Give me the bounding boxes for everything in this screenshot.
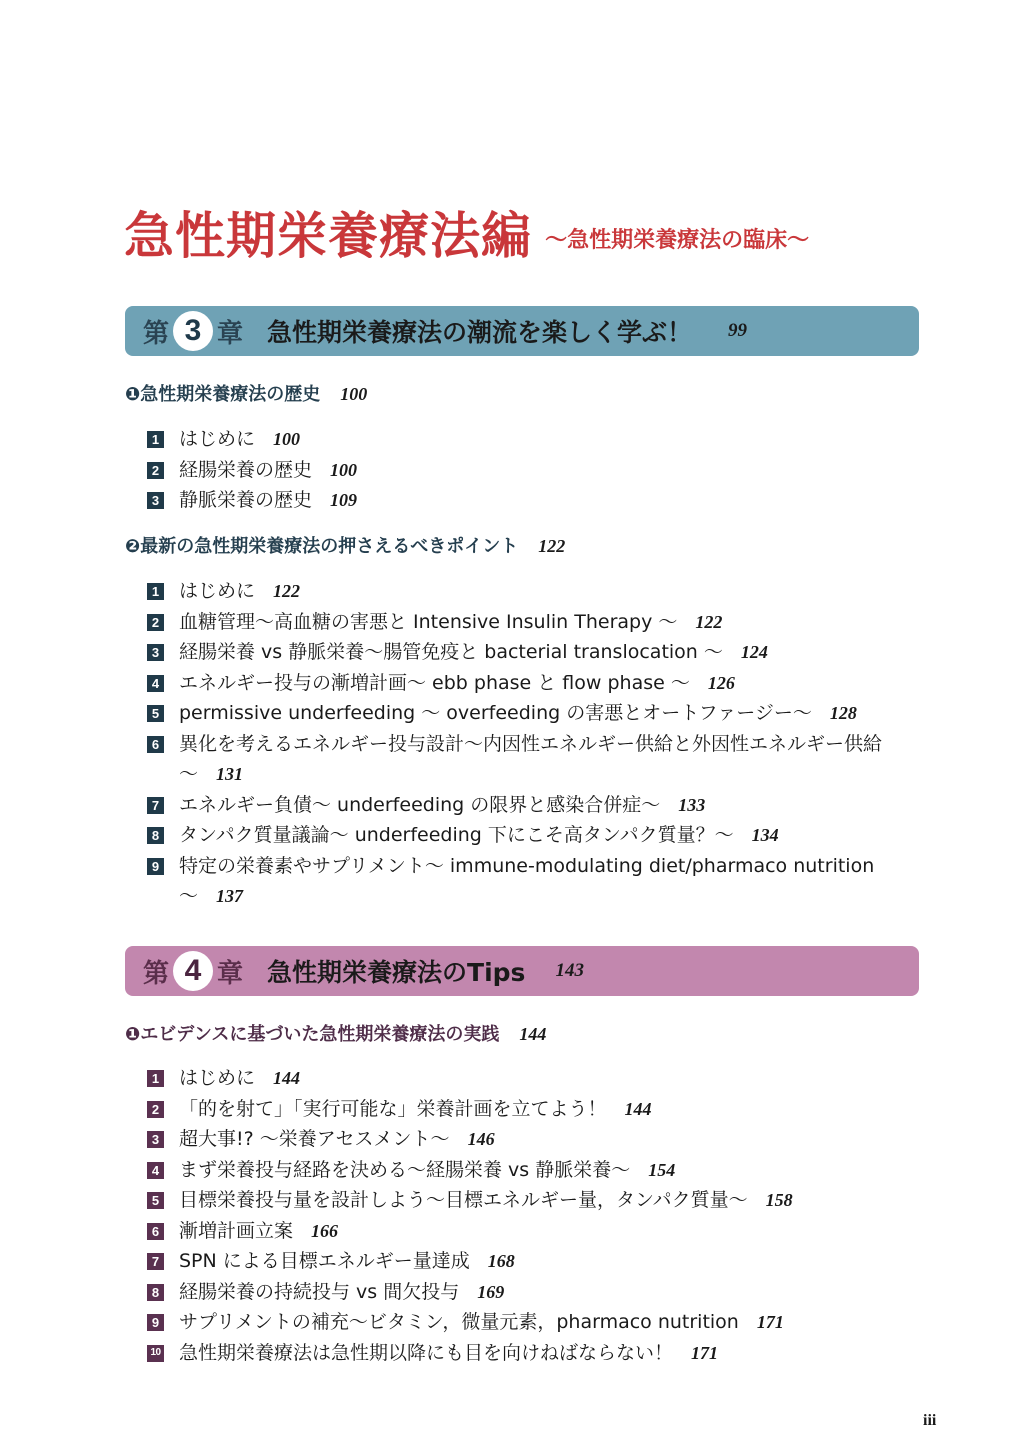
item-number-badge: 1 [147,431,164,448]
page-folio: iii [923,1412,937,1429]
item-page: 144 [624,1098,652,1119]
chapter-page: 143 [555,960,584,981]
item-title: 異化を考えるエネルギー投与設計～内因性エネルギー供給と外因性エネルギー供給～ [179,732,883,785]
toc-list [147,576,887,912]
item-page: 124 [740,642,768,662]
item-number-badge: 8 [147,1284,164,1301]
toc-item[interactable] [147,1338,887,1369]
item-title: はじめに [179,580,256,602]
toc-item[interactable] [147,1094,887,1125]
item-page: 133 [678,794,706,815]
toc-item[interactable] [147,485,887,516]
item-page: 154 [648,1159,676,1180]
item-number-badge: 8 [147,827,164,844]
item-title: まず栄養投与経路を決める～経腸栄養 vs 静脈栄養～ [179,1158,631,1181]
item-page: 137 [216,886,244,906]
chapter-title: 急性期栄養療法の潮流を楽しく学ぶ！ [267,318,693,347]
item-number-badge: 3 [147,492,164,509]
item-title: サプリメントの補充～ビタミン，微量元素，pharmaco nutrition [179,1311,739,1333]
item-page: 122 [695,611,723,632]
chapter-page: 99 [728,320,748,341]
chapter-prefix: 第 [143,958,170,989]
item-title: タンパク質量議論～ underfeeding 下にこそ高タンパク質量？～ [179,824,734,846]
item-number-badge: 2 [147,1101,164,1118]
toc-item[interactable] [147,1063,887,1094]
item-title: 経腸栄養の歴史 [179,458,313,481]
item-title: 血糖管理～高血糖の害悪と Intensive Insulin Therapy ～ [179,610,678,633]
toc-item[interactable] [147,1185,887,1216]
toc-list [147,424,887,516]
item-title: 超大事!? ～栄養アセスメント～ [179,1128,450,1150]
toc-item[interactable] [147,1216,887,1247]
item-number-badge: 9 [147,858,164,875]
section-title: ❶急性期栄養療法の歴史 [125,384,321,405]
item-title: SPN による目標エネルギー量達成 [179,1250,470,1272]
item-number-badge: 6 [147,736,164,753]
item-number-badge: 7 [147,797,164,814]
item-page: 168 [487,1251,515,1271]
item-title: はじめに [179,428,256,450]
toc-item[interactable] [147,576,887,607]
item-number-badge: 1 [147,1070,164,1087]
item-page: 131 [216,764,244,784]
item-title: permissive underfeeding ～ overfeeding の害悪とオートファージー～ [179,702,812,724]
item-number-badge: 3 [147,644,164,661]
section-heading[interactable] [125,1020,546,1046]
item-number-badge: 5 [147,1192,164,1209]
toc-item[interactable] [147,455,887,486]
chapter-prefix: 第 [143,318,170,349]
item-title: エネルギー負債～ underfeeding の限界と感染合併症～ [179,793,661,816]
toc-item[interactable] [147,637,887,668]
item-page: 128 [829,703,857,723]
part-title [124,196,809,268]
chapter-suffix: 章 [217,958,244,989]
item-title: 漸増計画立案 [179,1219,294,1242]
section-heading[interactable] [125,532,565,558]
toc-list [147,1063,887,1368]
item-title: エネルギー投与の漸増計画～ ebb phase と flow phase ～ [179,671,690,694]
item-page: 144 [273,1068,301,1088]
section-heading[interactable] [125,380,367,406]
item-page: 169 [477,1281,505,1302]
toc-item[interactable] [147,698,887,729]
section-title: ❷最新の急性期栄養療法の押さえるべきポイント [125,536,519,557]
item-number-badge: 2 [147,614,164,631]
toc-item[interactable] [147,729,887,790]
item-number-badge: 2 [147,462,164,479]
part-title-subtitle: ～急性期栄養療法の臨床～ [545,228,810,253]
item-number-badge: 7 [147,1253,164,1270]
chapter-suffix: 章 [217,318,244,349]
item-page: 109 [330,490,358,510]
item-number-badge: 9 [147,1314,164,1331]
toc-item[interactable] [147,1307,887,1338]
item-title: 急性期栄養療法は急性期以降にも目を向けねばならない！ [179,1341,674,1364]
section-page: 100 [340,384,368,404]
section-page: 122 [538,536,566,556]
item-title: はじめに [179,1067,256,1089]
item-title: 経腸栄養 vs 静脈栄養～腸管免疫と bacterial translocation ～ [179,641,723,663]
chapter-4-header[interactable] [125,946,919,996]
item-number-badge: 4 [147,675,164,692]
toc-item[interactable] [147,668,887,699]
item-number-badge: 10 [147,1345,164,1362]
item-title: 経腸栄養の持続投与 vs 間欠投与 [179,1280,460,1303]
section-title: ❶エビデンスに基づいた急性期栄養療法の実践 [125,1024,500,1045]
chapter-title: 急性期栄養療法のTips [267,958,526,987]
item-title: 特定の栄養素やサプリメント～ immune-modulating diet/pharmaco nutrition ～ [179,854,875,907]
chapter-number-badge: 4 [173,951,213,991]
toc-item[interactable] [147,1246,887,1277]
toc-item[interactable] [147,424,887,455]
item-number-badge: 1 [147,583,164,600]
item-number-badge: 4 [147,1162,164,1179]
item-number-badge: 3 [147,1131,164,1148]
item-page: 134 [751,825,779,845]
item-page: 100 [273,429,301,449]
section-page: 144 [519,1024,547,1044]
item-page: 166 [311,1220,339,1241]
chapter-number-badge: 3 [173,311,213,351]
toc-item[interactable] [147,1277,887,1308]
toc-item[interactable] [147,851,887,912]
toc-item[interactable] [147,607,887,638]
toc-item[interactable] [147,1124,887,1155]
item-page: 126 [707,672,735,693]
item-page: 122 [273,581,301,601]
item-page: 146 [467,1129,495,1149]
toc-item[interactable] [147,790,887,821]
item-title: 「的を射て」「実行可能な」栄養計画を立てよう！ [179,1097,607,1120]
toc-item[interactable] [147,1155,887,1186]
chapter-3-header[interactable] [125,306,919,356]
item-number-badge: 6 [147,1223,164,1240]
item-page: 158 [765,1190,793,1210]
toc-item[interactable] [147,820,887,851]
item-page: 100 [330,459,358,480]
part-title-main: 急性期栄養療法編 [124,207,532,265]
item-title: 目標栄養投与量を設計しよう～目標エネルギー量，タンパク質量～ [179,1189,748,1211]
item-number-badge: 5 [147,705,164,722]
item-page: 171 [756,1312,784,1332]
item-title: 静脈栄養の歴史 [179,489,313,511]
item-page: 171 [691,1342,719,1363]
